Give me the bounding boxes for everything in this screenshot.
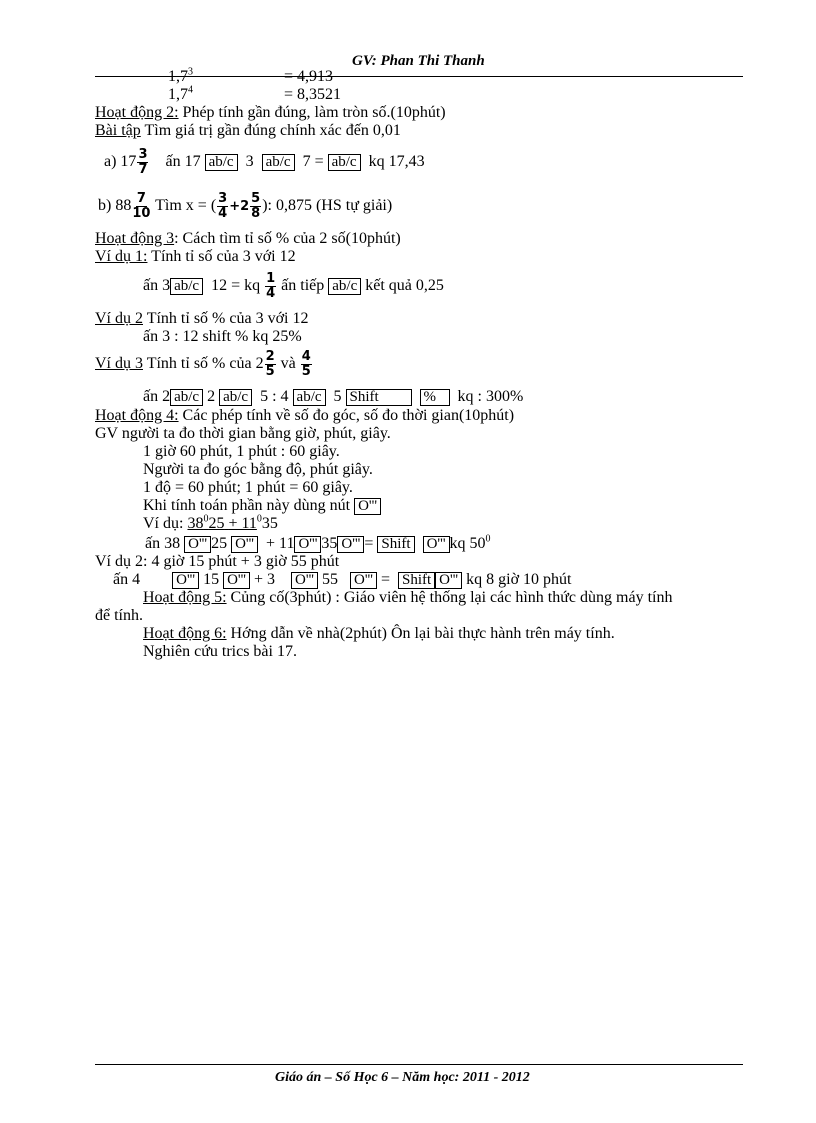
abc-key: ab/c [205, 154, 238, 171]
percent-key: % [420, 389, 450, 406]
hd4-vd-line [143, 515, 278, 533]
vd3-label: Ví dụ 3 [95, 355, 143, 372]
hd2-text: Phép tính gần đúng, làm tròn số.(10phút) [182, 104, 446, 121]
shift-key: Shift [346, 389, 412, 406]
vd2-part: + 3 [254, 571, 276, 588]
deg-sup: 0 [256, 513, 262, 525]
calc-part: 25 [211, 535, 228, 552]
power-result-1: = 4,913 [284, 68, 334, 85]
b-prefix: b) 88 [98, 197, 132, 214]
dms-key: O''' [223, 572, 250, 589]
calc-eq: = [364, 535, 374, 552]
vd2-calc-line: ấn 3 : 12 shift % kq 25% [143, 328, 302, 345]
dms-key: O''' [350, 572, 377, 589]
a-prefix: a) 17 [104, 153, 137, 170]
hd4-vd2-calc [113, 571, 571, 589]
power-base: 1,7 [168, 68, 188, 85]
vd1-mid: 12 = kq [211, 277, 261, 294]
bt-label: Bài tập [95, 122, 141, 139]
power-base: 1,7 [168, 86, 188, 103]
vd1-calc-line [143, 268, 444, 304]
hd4-line [95, 407, 514, 425]
fraction: $\frac{3}{4}$ [218, 190, 228, 221]
vd3-calc-line [143, 388, 523, 406]
vd-expr: $38^025 + 11$ [187, 513, 257, 532]
hd6-l2: Nghiên cứu trics bài 17. [143, 643, 297, 660]
vd3-va: và [280, 355, 296, 372]
a-kq: kq 17,43 [368, 153, 425, 170]
vd1-an: ấn 3 [143, 277, 171, 294]
a-mid: 7 = [302, 153, 324, 170]
hd2-a-line [104, 144, 425, 180]
dms-key: O''' [172, 572, 199, 589]
footer-rule [95, 1064, 743, 1065]
vd1-kq: kết quả 0,25 [365, 277, 444, 294]
vd2-text: Tính tỉ số % của 3 với 12 [143, 310, 309, 327]
vd1-line [95, 248, 296, 266]
hd2-title: Hoạt động 2: [95, 104, 179, 121]
hd3-text: : Cách tìm tỉ số % của 2 số(10phút) [174, 230, 401, 247]
vd2-part: 55 [322, 571, 338, 588]
vd3-an: ấn 2 [143, 388, 171, 405]
vd3-line [95, 346, 313, 382]
abc-key: ab/c [262, 154, 295, 171]
hd4-l5 [143, 497, 381, 515]
fraction: $\frac{7}{10}$ [132, 190, 151, 221]
fraction: $\frac{2}{5}$ [265, 348, 275, 379]
l5-text: Khi tính toán phần này dùng nút [143, 497, 351, 514]
dms-key: O''' [184, 536, 211, 553]
vd1-text: Tính tỉ số của 3 với 12 [147, 248, 296, 265]
vd3-kq: kq : 300% [457, 388, 524, 405]
hd2-line [95, 104, 446, 122]
shift-key: Shift [398, 572, 435, 589]
bt-text: Tìm giá trị gần đúng chính xác đến 0,01 [144, 122, 401, 139]
fraction: $\frac{5}{8}$ [251, 190, 261, 221]
calc-kq: kq 50 [449, 535, 486, 552]
vd3-part: 2 [207, 388, 216, 405]
vd2-an: ấn 4 [113, 571, 141, 588]
calc-part: 35 [321, 535, 338, 552]
hd3-title: Hoạt động 3 [95, 230, 175, 247]
shift-key: Shift [377, 536, 414, 553]
calc-an: ấn 38 [145, 535, 181, 552]
vd2-kq: kq 8 giờ 10 phút [466, 571, 572, 588]
b-text: ): 0,875 (HS tự giải) [262, 197, 393, 214]
hd5-line [143, 589, 672, 607]
abc-key: ab/c [328, 154, 361, 171]
fraction: $\frac{3}{7}$ [138, 146, 148, 177]
hd4-title: Hoạt động 4: [95, 407, 179, 424]
vd1-label: Ví dụ 1: [95, 248, 148, 265]
hd3-line [95, 230, 401, 248]
calc-part: + 11 [266, 535, 295, 552]
hd4-l3: Người ta đo góc bằng độ, phút giây. [143, 461, 373, 478]
fraction: $\frac{1}{4}$ [266, 270, 276, 301]
abc-key: ab/c [170, 278, 203, 295]
vd1-tiep: ấn tiếp [281, 277, 325, 294]
vd3-part: 5 : 4 [260, 388, 289, 405]
hd4-l4: 1 độ = 60 phút; 1 phút = 60 giây. [143, 479, 353, 496]
vd3-text: Tính tỉ số % của 2 [143, 355, 264, 372]
a-an: ấn 17 [165, 153, 201, 170]
dms-key: O''' [294, 536, 321, 553]
footer-text: Giáo án – Số Học 6 – Năm học: 2011 - 2012 [275, 1070, 530, 1085]
vd2-line [95, 310, 308, 328]
vd2-eq: = [380, 571, 390, 588]
hd6-title: Hoạt động 6: [143, 625, 227, 642]
abc-key: ab/c [219, 389, 252, 406]
vd3-part: 5 [333, 388, 342, 405]
hd4-l2: 1 giờ 60 phút, 1 phút : 60 giây. [143, 443, 340, 460]
page-header-author: GV: Phan Thi Thanh [352, 53, 485, 69]
bt-line [95, 122, 401, 140]
dms-key: O''' [423, 536, 450, 553]
power-line-2 [168, 86, 193, 104]
vd2-label: Ví dụ 2 [95, 310, 143, 327]
a-mid: 3 [245, 153, 254, 170]
fraction: $\frac{4}{5}$ [301, 348, 311, 379]
dms-key: O''' [291, 572, 318, 589]
hd4-calc-line [145, 535, 491, 553]
hd5-line2: để tính. [95, 607, 143, 624]
dms-key: O''' [435, 572, 462, 589]
hd5-text: Củng cố(3phút) : Giáo viên hệ thống lại các hình thức dùng máy tính [226, 589, 673, 606]
hd2-b-line [98, 188, 392, 225]
hd6-text: Hớng dẫn về nhà(2phút) Ôn lại bài thực hành trên máy tính. [226, 625, 615, 642]
dms-key: O''' [231, 536, 258, 553]
abc-key: ab/c [328, 278, 361, 295]
hd4-vd2-line: Ví dụ 2: 4 giờ 15 phút + 3 giờ 55 phút [95, 553, 340, 570]
power-line-1 [168, 68, 193, 86]
hd5-title: Hoạt động 5: [143, 589, 227, 606]
dms-key: O''' [354, 498, 381, 515]
dms-key: O''' [337, 536, 364, 553]
b-plus: +2 [229, 199, 250, 214]
vd-label: Ví dụ: [143, 515, 184, 532]
deg-sup: 0 [485, 533, 491, 545]
power-exp: 4 [188, 84, 193, 96]
abc-key: ab/c [293, 389, 326, 406]
vd-expr3: 35 [261, 515, 278, 532]
abc-key: ab/c [170, 389, 203, 406]
power-exp: 3 [188, 66, 193, 78]
b-text: Tìm x = ( [155, 197, 217, 214]
hd6-line [143, 625, 615, 643]
vd2-part: 15 [203, 571, 220, 588]
hd4-text: Các phép tính về số đo góc, số đo thời gian(10phút) [178, 407, 515, 424]
hd4-l1: GV người ta đo thời gian bằng giờ, phút, giây. [95, 425, 391, 442]
power-result-2: = 8,3521 [284, 86, 342, 103]
